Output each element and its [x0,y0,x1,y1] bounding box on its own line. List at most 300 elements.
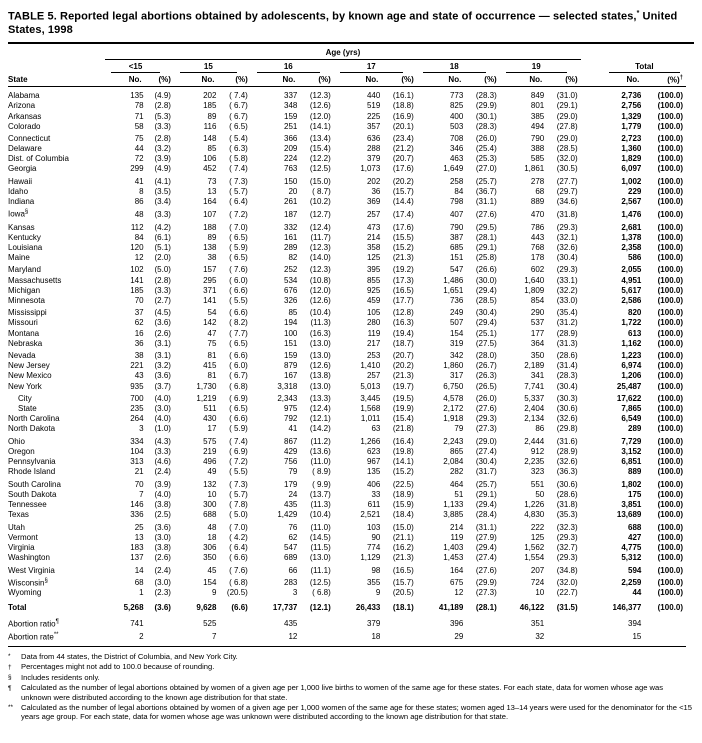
percent-cell: (10.4) [309,308,331,318]
count-cell: 141 [203,295,217,305]
count-cell: 1,429 [277,510,298,520]
count-cell: 36 [134,338,144,348]
count-cell: 6,097 [621,164,642,174]
percent-cell: (25.4) [475,144,497,154]
count-cell: 2,235 [524,457,545,467]
no-column-header: No. [251,73,298,87]
count-cell: 867 [284,436,298,446]
count-cell: 2,172 [443,404,464,414]
title-footnote-marker: * [636,10,640,17]
percent-cell: ( 6.6) [229,553,248,562]
pct-footnote-marker: † [679,74,683,81]
count-cell: 507 [449,318,464,328]
state-row [8,588,686,598]
state-row [8,533,686,543]
count-cell: 1,226 [524,500,545,510]
count-cell: 9 [375,588,381,598]
state-row [8,243,686,253]
percent-cell: (100.0) [657,338,683,348]
count-cell: 395 [366,265,381,275]
percent-cell: (16.2) [392,542,414,552]
percent-cell: (20.2) [392,177,414,187]
count-cell: 3,318 [277,381,298,391]
percent-cell: ( 7.3) [229,177,248,187]
state-name-cell [8,329,105,339]
percent-cell: (29.5) [475,222,497,232]
percent-cell: (27.3) [475,424,497,434]
count-cell: 342 [449,351,464,361]
percent-cell: (28.3) [475,121,497,131]
footnote-marker: ** [53,631,59,638]
state-name-cell [8,197,105,207]
count-cell: 282 [449,467,464,477]
percent-cell: (2.5) [154,510,171,520]
age-group-label: 17 [340,60,403,73]
count-cell: 594 [628,565,642,575]
count-cell: 104 [130,447,144,457]
percent-cell: ( 5.0) [229,510,248,520]
percent-cell: (100.0) [657,588,683,598]
percent-cell: (28.3) [475,91,497,101]
percent-cell: (100.0) [657,424,683,434]
percent-cell: (32.6) [556,457,578,467]
count-cell: 334 [130,436,144,446]
footnote-marker: ¶ [55,618,59,625]
percent-cell: (3.6) [154,371,171,381]
state-row [8,553,686,563]
percent-cell: (20.1) [392,121,414,131]
count-cell: 85 [288,308,298,318]
percent-cell: (25.7) [475,177,497,187]
percent-cell: (100.0) [657,121,683,131]
state-name-cell [8,122,105,132]
percent-cell: (20.2) [392,361,414,371]
count-cell: 278 [530,177,545,187]
state-name: State [18,404,37,414]
state-row [8,112,686,122]
count-cell: 41 [288,424,298,434]
count-cell: 50 [535,489,545,499]
percent-cell: (31.4) [556,361,578,371]
age-group-header [251,59,334,73]
state-name-cell [8,296,105,306]
state-row [8,306,686,319]
count-cell: 89 [207,232,217,242]
footnotes [8,652,694,722]
header-age-span-row [8,47,686,60]
percent-cell: (100.0) [657,101,683,111]
percent-cell: (3.4) [154,197,171,207]
count-cell: 1,206 [621,371,642,381]
percent-cell: (29.4) [475,285,497,295]
state-row [8,371,686,381]
percent-cell: ( 5.9) [229,242,248,252]
count-cell: 1,649 [443,164,464,174]
count-cell: 235 [130,404,144,414]
state-name-cell [8,101,105,111]
percent-cell: (4.0) [154,414,171,424]
count-cell: 676 [284,285,298,295]
count-cell: 317 [449,371,464,381]
percent-cell: (100.0) [657,522,683,532]
count-cell: 289 [284,242,298,252]
count-cell: 9 [211,588,217,598]
percent-cell: (28.0) [475,351,497,361]
percent-cell: (31.1) [475,522,497,532]
percent-cell: (100.0) [657,381,683,391]
empty-cell [297,630,333,643]
percent-cell: (3.2) [154,144,171,154]
percent-cell: (12.0) [309,285,331,295]
percent-cell: (100.0) [657,457,683,467]
count-cell: 519 [366,101,381,111]
percent-cell: (33.1) [556,275,578,285]
state-row [8,207,686,220]
percent-cell: (15.9) [392,500,414,510]
state-name-cell [8,207,105,220]
count-cell: 1,861 [524,164,545,174]
count-cell: 183 [130,542,144,552]
percent-cell: (21.3) [392,371,414,381]
percent-cell: (4.3) [154,436,171,446]
total-group-label: Total [609,60,680,73]
count-cell: 161 [284,232,298,242]
percent-cell: (19.4) [392,328,414,338]
state-name: Arizona [8,101,36,111]
count-cell: 79 [454,424,464,434]
count-cell: 116 [203,121,217,131]
percent-cell: (6.6) [231,602,248,612]
total-label-cell [8,599,105,613]
state-name: Oregon [8,447,35,457]
state-name: Dist. of Columbia [8,154,69,164]
percent-cell: (10.2) [309,197,331,207]
percent-cell: (3.1) [154,338,171,348]
count-cell: 68 [134,578,144,588]
state-name-cell [8,253,105,263]
percent-cell: (21.3) [392,553,414,562]
count-cell: 187 [284,210,298,219]
footnote-text: Calculated as the number of legal abortions obtained by women of a given age per 1,000 women of the same age for these states; women aged 13–14 years were used for the denominator for the <15 years age group. For each state, data for women whose age was unknown were distributed according to the known age distribution for that state. [21,702,692,722]
stat-value-cell: 29 [454,632,464,642]
state-name-cell [8,154,105,164]
count-cell: 66 [288,565,298,575]
count-cell: 159 [284,111,298,121]
count-cell: 194 [284,318,298,328]
percent-cell: (30.0) [475,275,497,285]
state-name-cell [8,306,105,319]
state-name-cell [8,588,105,598]
percent-cell: (4.0) [154,394,171,404]
state-row [8,220,686,233]
count-cell: 459 [366,295,381,305]
count-cell: 141 [130,275,144,285]
count-cell: 106 [203,154,217,164]
stat-value-cell: 2 [139,632,144,642]
count-cell: 25 [134,522,144,532]
state-name-cell [8,187,105,197]
count-cell: 912 [530,447,545,457]
count-cell: 429 [284,447,298,457]
percent-cell: (31.5) [556,602,578,612]
count-cell: 820 [628,308,642,318]
percent-cell: ( 7.4) [229,164,248,174]
percent-cell: (22.7) [556,588,578,598]
count-cell: 547 [284,542,298,552]
bottom-rule [8,646,686,647]
count-cell: 473 [366,222,381,232]
footnote [8,673,694,683]
percent-cell: (29.8) [556,424,578,434]
count-cell: 350 [203,553,217,562]
percent-cell: (27.4) [475,447,497,457]
count-cell: 16 [134,328,144,338]
count-cell: 146 [130,500,144,510]
age-group-label: 18 [423,60,486,73]
count-cell: 224 [284,154,298,164]
count-cell: 2,723 [621,134,642,144]
percent-cell: (2.6) [154,328,171,338]
age-span-header: Age (yrs) [105,47,581,60]
count-cell: 132 [203,479,217,489]
count-cell: 337 [284,91,298,101]
count-cell: 253 [366,351,381,361]
count-cell: 385 [530,111,545,121]
percent-cell: (3.5) [154,187,171,197]
count-cell: 62 [288,532,298,542]
percent-cell: ( 9.9) [312,479,331,489]
percent-cell: (4.1) [154,177,171,187]
percent-cell: (11.0) [310,457,331,467]
state-row [8,424,686,434]
percent-cell: (100.0) [657,578,683,588]
percent-cell: (4.9) [154,164,171,174]
count-cell: 81 [207,371,217,381]
count-cell: 323 [530,467,545,477]
state-row [8,187,686,197]
state-name: West Virginia [8,565,55,575]
state-name: Utah [8,522,25,532]
state-row [8,296,686,306]
count-cell: 611 [367,500,381,510]
percent-cell: (2.3) [154,588,171,598]
percent-cell: (3.0) [154,532,171,542]
count-cell: 326 [284,295,298,305]
count-cell: 2,243 [443,436,464,446]
count-cell: 3 [139,424,144,434]
percent-cell: ( 7.0) [229,522,248,532]
count-cell: 332 [284,222,298,232]
percent-cell: (100.0) [657,371,683,381]
percent-cell: (15.7) [392,187,414,197]
pct-column-header: (%) [544,73,580,87]
count-cell: 1,860 [443,361,464,371]
percent-cell: (100.0) [657,252,683,262]
percent-cell: ( 6.5) [229,404,248,414]
percent-cell: (28.6) [556,489,578,499]
count-cell: 12 [454,588,464,598]
state-name: Delaware [8,144,42,154]
count-cell: 21 [134,467,144,477]
percent-cell: (12.3) [309,91,331,101]
count-cell: 157 [203,265,217,275]
percent-cell: (29.1) [556,101,578,111]
percent-cell: (29.0) [475,436,497,446]
stat-value-cell: 7 [211,632,217,642]
count-cell: 1,476 [621,210,642,219]
age-group-header [105,59,174,73]
count-cell: 84 [134,232,144,242]
count-cell: 585 [530,154,545,164]
count-cell: 6,974 [621,361,642,371]
pct-column-header: (%) [463,73,499,87]
footnote [8,652,694,662]
count-cell: 283 [284,578,298,588]
count-cell: 967 [366,457,381,467]
count-cell: 736 [449,295,464,305]
percent-cell: (30.6) [556,404,578,414]
percent-cell: (29.0) [556,134,578,144]
percent-cell: (31.7) [475,467,497,477]
percent-cell: (27.0) [475,164,497,174]
count-cell: 724 [530,578,545,588]
count-cell: 547 [449,265,464,275]
state-name-cell [8,477,105,490]
percent-cell: ( 6.6) [229,351,248,361]
percent-cell: (26.3) [475,371,497,381]
count-cell: 164 [203,197,217,207]
count-cell: 100 [284,328,298,338]
state-name: Rhode Island [8,467,56,477]
state-row [8,382,686,392]
count-cell: 82 [288,252,298,262]
state-row [8,175,686,188]
count-cell: 142 [203,318,217,328]
percent-cell: (21.8) [392,424,414,434]
count-cell: 865 [449,447,464,457]
count-cell: 1,223 [621,351,642,361]
percent-cell: ( 6.8) [229,578,248,588]
state-name: Minnesota [8,295,45,305]
state-name: Kentucky [8,232,41,242]
count-cell: 289 [628,424,642,434]
count-cell: 366 [284,134,298,144]
count-cell: 38 [207,252,217,262]
count-cell: 1,133 [443,500,464,510]
pct-column-header: (%) [216,73,250,87]
count-cell: 2,444 [524,436,545,446]
count-cell: 348 [284,101,298,111]
percent-cell: (100.0) [657,91,683,101]
percent-cell: (32.0) [556,578,578,588]
state-name-cell [8,263,105,276]
percent-cell: (29.3) [475,414,497,424]
count-cell: 1,562 [524,542,545,552]
footnote [8,703,694,722]
percent-cell: (100.0) [657,144,683,154]
count-cell: 146,377 [612,602,642,612]
no-column-header: No. [334,73,381,87]
count-cell: 41,189 [438,602,464,612]
count-cell: 675 [449,578,464,588]
count-cell: 6,750 [443,381,464,391]
percent-cell: (2.4) [154,467,171,477]
count-cell: 3,851 [621,500,642,510]
count-cell: 2,736 [621,91,642,101]
count-cell: 602 [530,265,545,275]
count-cell: 586 [628,252,642,262]
no-column-header: No. [174,73,217,87]
table-title-suffix: United States, 1998 [8,10,678,37]
percent-cell: ( 6.4) [229,542,248,552]
percent-cell: (20.5) [226,588,248,598]
count-cell: 214 [449,522,464,532]
percent-cell: (13.0) [309,338,331,348]
state-name-cell [8,233,105,243]
age-group-header [334,59,417,73]
percent-cell: (3.9) [154,479,171,489]
percent-cell: (29.3) [556,532,578,542]
count-cell: 1,918 [443,414,464,424]
percent-cell: ( 5.4) [229,134,248,144]
count-cell: 135 [130,91,144,101]
state-row [8,286,686,296]
percent-cell: (32.3) [556,522,578,532]
count-cell: 2,567 [621,197,642,207]
state-row [8,392,686,405]
count-cell: 1,779 [621,121,642,131]
count-cell: 295 [203,275,217,285]
percent-cell: (27.6) [475,210,497,219]
count-cell: 388 [530,144,545,154]
percent-cell: (19.7) [392,381,414,391]
percent-cell: (27.4) [475,553,497,562]
percent-cell: (3.1) [154,351,171,361]
percent-cell: (27.6) [475,565,497,575]
percent-cell: (4.0) [154,489,171,499]
state-name: Texas [8,510,29,520]
percent-cell: (100.0) [657,361,683,371]
percent-cell: (13.3) [309,394,331,404]
state-name-cell [8,243,105,253]
count-cell: 49 [207,467,217,477]
state-row [8,253,686,263]
state-name: Hawaii [8,177,33,187]
percent-cell: (28.5) [475,295,497,305]
count-cell: 13 [134,532,144,542]
percent-cell: (12.3) [309,265,331,275]
count-cell: 72 [134,154,144,164]
count-cell: 2,055 [621,265,642,275]
percent-cell: (29.3) [556,553,578,562]
state-name: Abortion rate [8,632,54,642]
state-name-cell [8,424,105,434]
percent-cell: (20.7) [392,154,414,164]
percent-cell: ( 8.2) [229,318,248,328]
state-row [8,154,686,164]
count-cell: 84 [454,187,464,197]
state-name: Total [8,602,27,612]
count-cell: 768 [530,242,545,252]
count-cell: 10 [535,588,545,598]
count-cell: 10 [207,489,217,499]
percent-cell: (17.7) [392,295,414,305]
percent-cell: (2.4) [154,565,171,575]
count-cell: 854 [530,295,545,305]
state-name: Mississippi [8,308,47,318]
state-row [8,318,686,328]
percent-cell: (14.0) [309,252,331,262]
